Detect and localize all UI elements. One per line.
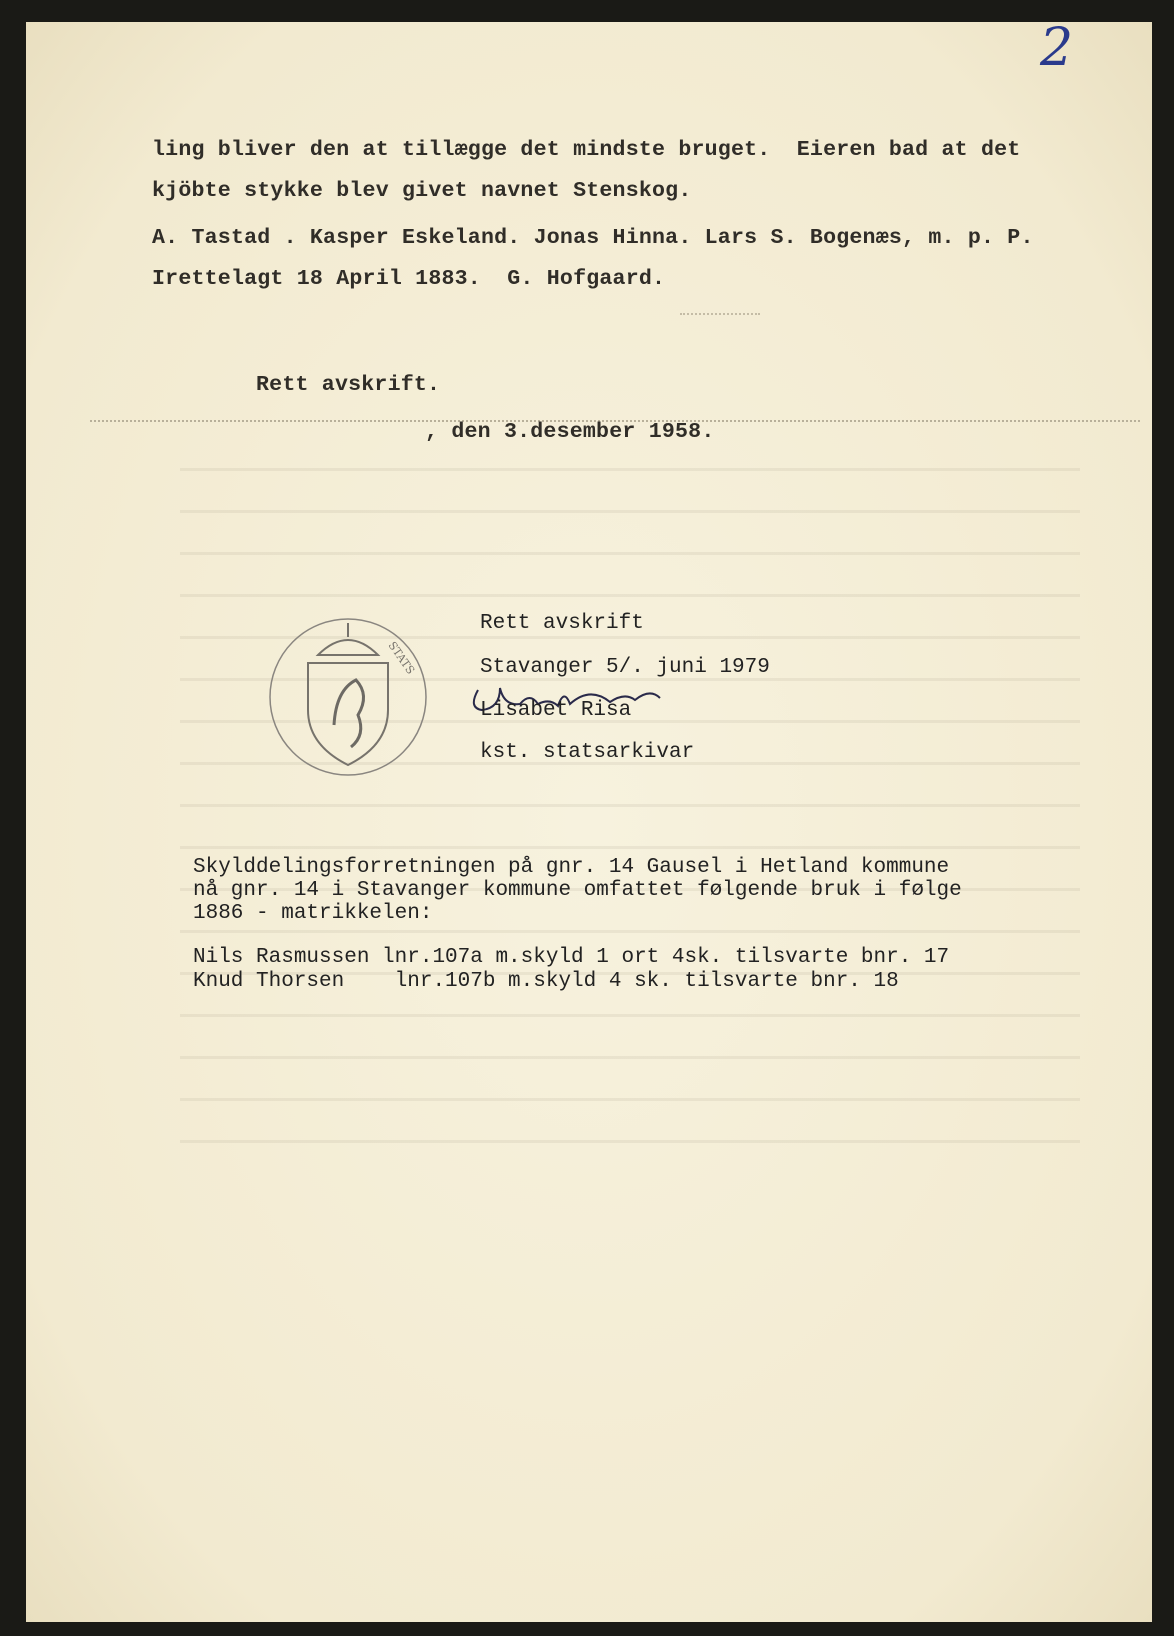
certification-label: Rett avskrift [480,612,644,635]
certification-label: Rett avskrift. [256,373,441,397]
certification-place-date: Stavanger 5/. juni 1979 [480,656,770,679]
typed-line: A. Tastad . Kasper Eskeland. Jonas Hinna. Lars S. Bogenæs, m. p. P. [152,226,1034,250]
typed-line: kjöbte stykke blev givet navnet Stenskog. [152,179,692,203]
note-line: 1886 - matrikkelen: [193,902,433,925]
archive-seal-icon [266,615,430,779]
typed-line: Irettelagt 18 April 1883. G. Hofgaard. [152,267,666,291]
note-entry: Nils Rasmussen lnr.107a m.skyld 1 ort 4sk. tilsvarte bnr. 17 [193,946,950,969]
svg-text:STATS: STATS [385,639,418,677]
note-line: Skylddelingsforretningen på gnr. 14 Gausel i Hetland kommune [193,856,950,879]
bleed-through-text [180,440,1080,1160]
dotted-divider [680,313,760,315]
signatory-title: kst. statsarkivar [480,741,695,764]
typed-line: ling bliver den at tillægge det mindste bruget. Eieren bad at det [152,138,1021,162]
note-line: nå gnr. 14 i Stavanger kommune omfattet følgende bruk i følge [193,879,962,902]
page-number: 2 [1040,18,1074,78]
signatory-name: Lisabet Risa [480,699,632,722]
certification-date: , den 3.desember 1958. [425,420,715,444]
note-entry: Knud Thorsen lnr.107b m.skyld 4 sk. tilsvarte bnr. 18 [193,970,899,993]
